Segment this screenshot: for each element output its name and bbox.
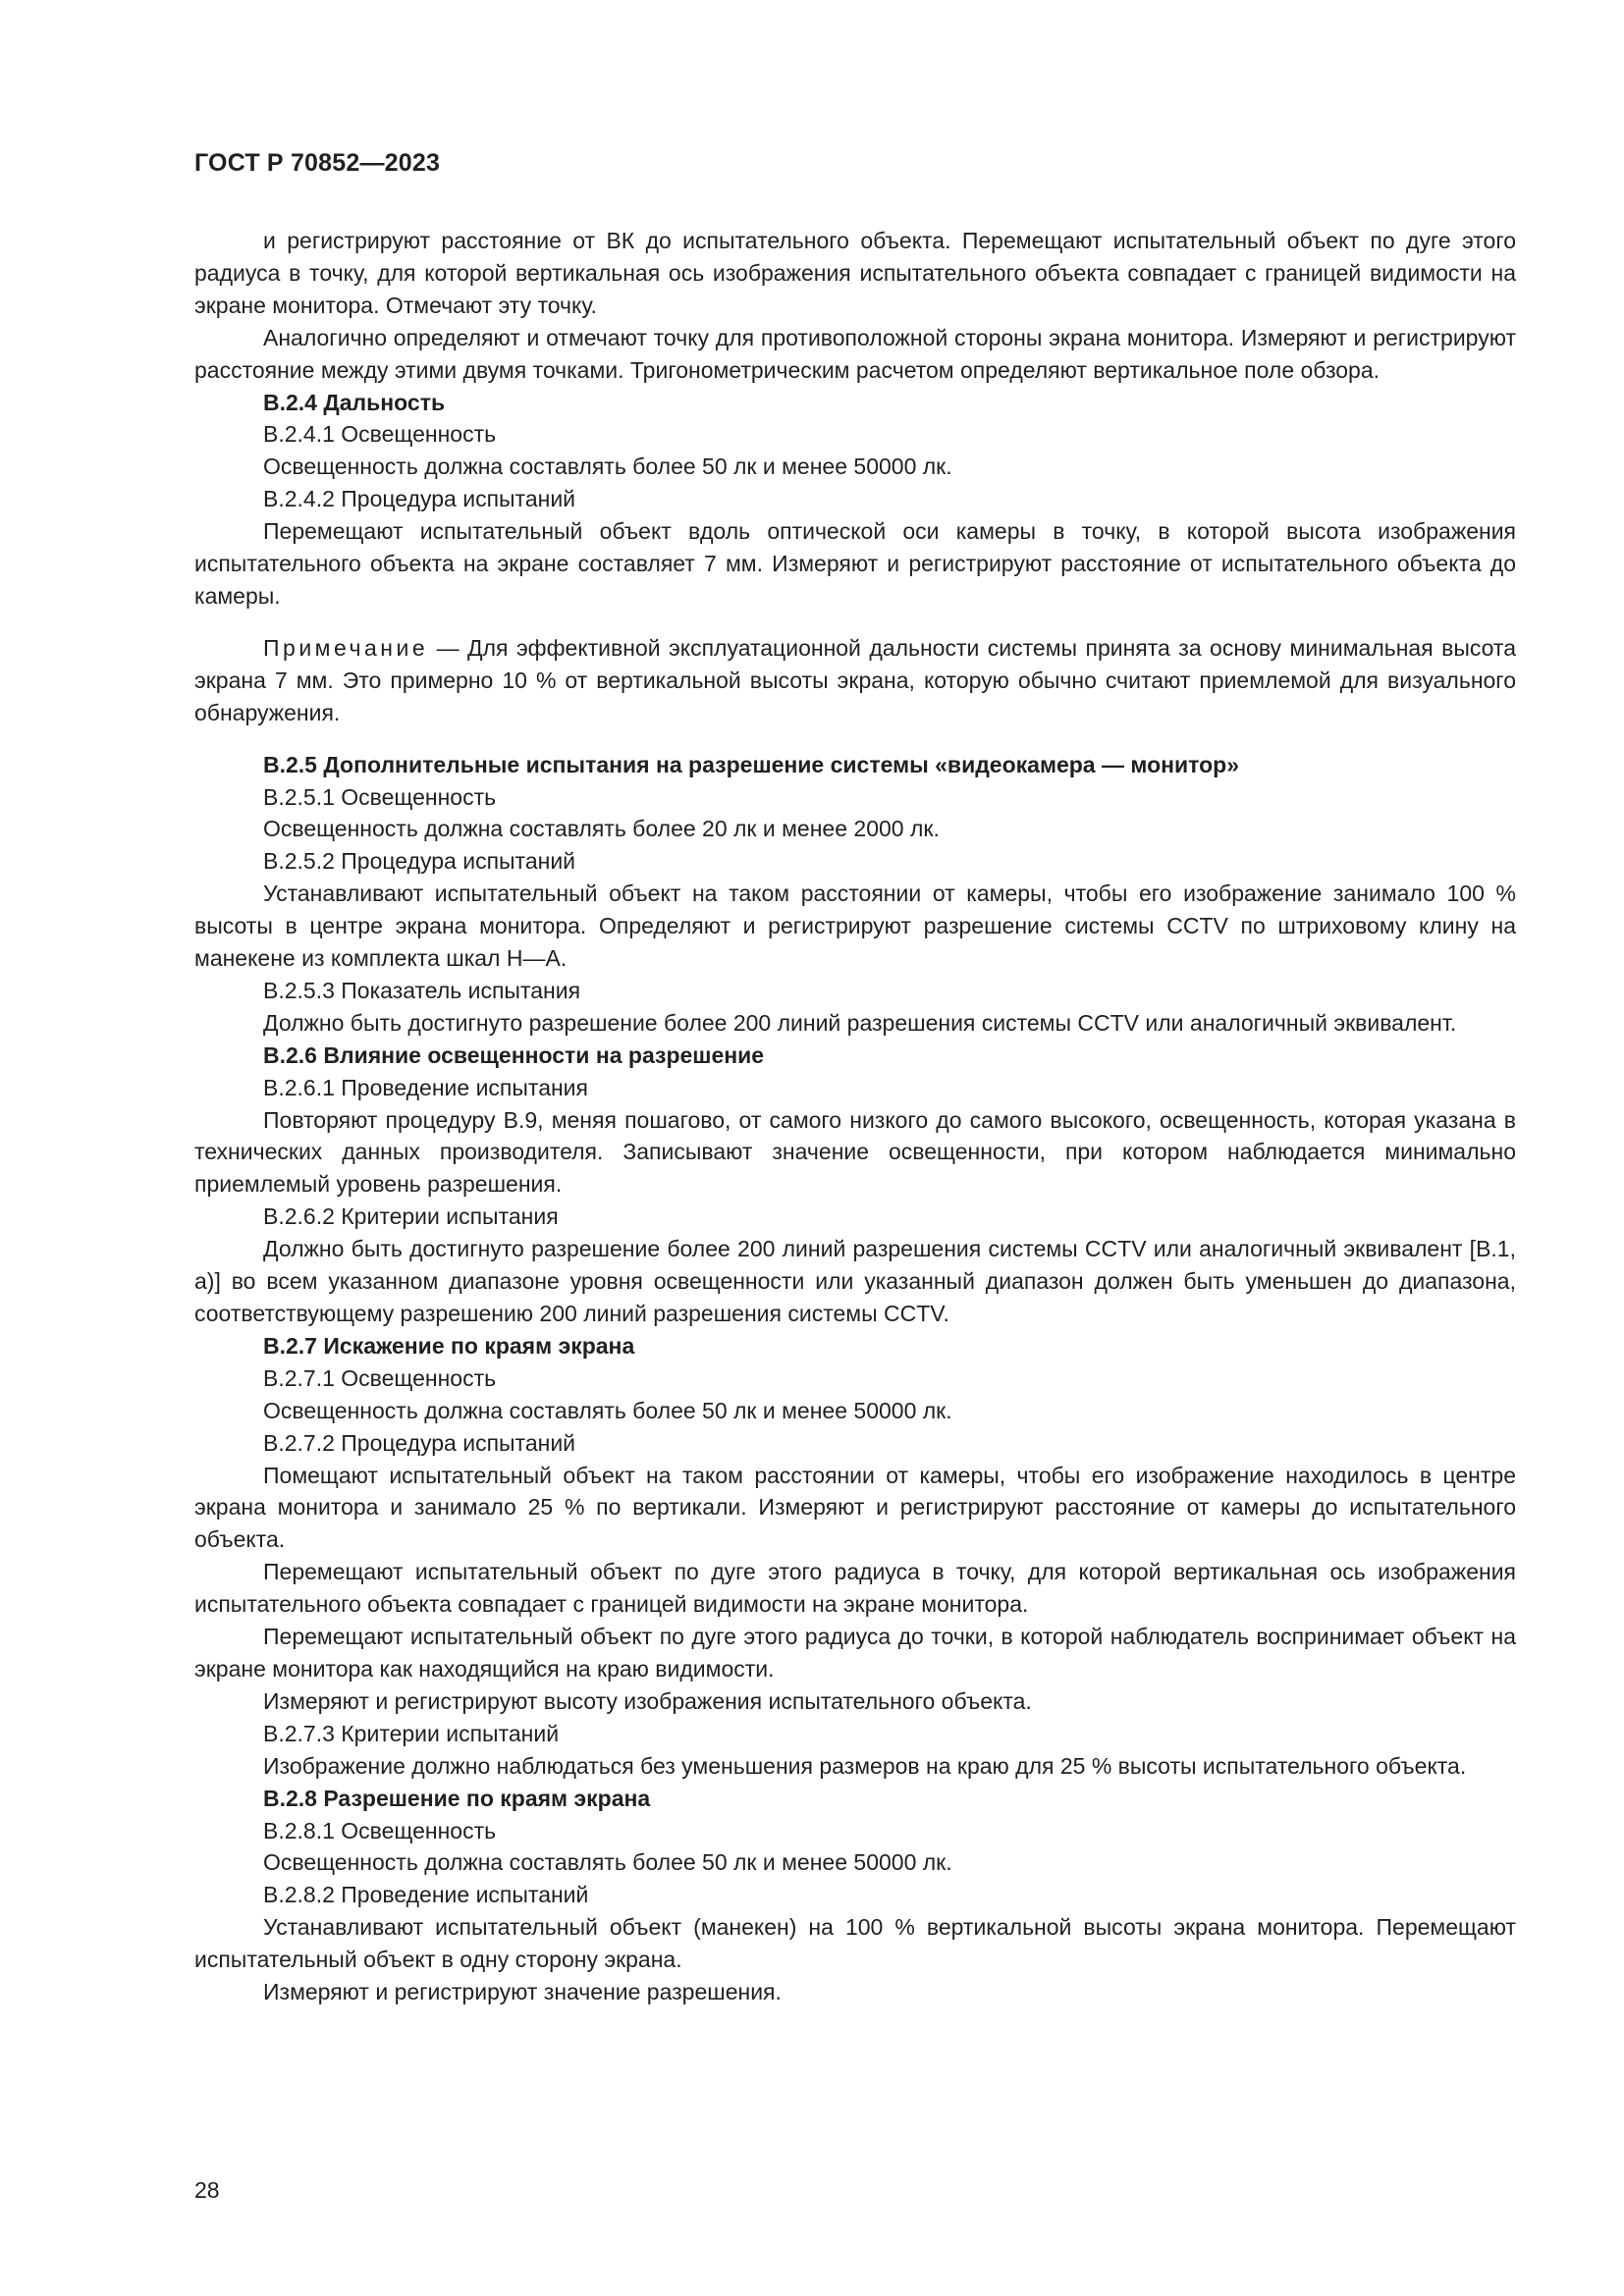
page-number: 28 (194, 2177, 220, 2203)
note-label: Примечание (263, 634, 429, 661)
body-paragraph: Измеряют и регистрируют высоту изображения испытательного объекта. (263, 1687, 1032, 1714)
subsection-line: Освещенность должна составлять более 50 лк и менее 50000 лк. (263, 454, 952, 480)
body-paragraph: Перемещают испытательный объект по дуге этого радиуса в точку, для которой вертикальная ось изображения испытательного объекта совпадает с границей видимости на экране монитора. (194, 1559, 1516, 1618)
body-paragraph: Перемещают испытательный объект вдоль оптической оси камеры в точку, в которой высота изображения испытательного объекта на экране составляет 7 мм. Измеряют и регистрируют расстояние от испытательного объекта до камеры. (194, 518, 1516, 609)
body-paragraph: Устанавливают испытательный объект (манекен) на 100 % вертикальной высоты экрана монитора. Перемещают испытательный объект в одну сторону экрана. (194, 1914, 1516, 1973)
body-paragraph: Перемещают испытательный объект по дуге этого радиуса до точки, в которой наблюдатель воспринимает объект на экране монитора как находящийся на краю видимости. (194, 1624, 1516, 1682)
subsection-line: В.2.8.2 Проведение испытаний (263, 1882, 589, 1908)
subsection-line: В.2.4.1 Освещенность (263, 421, 497, 448)
subsection-line: Освещенность должна составлять более 20 лк и менее 2000 лк. (263, 816, 940, 842)
body-paragraph: Аналогично определяют и отмечают точку для противоположной стороны экрана монитора. Измеряют и регистрируют расстояние между этими двумя точками. Тригонометрическим расчетом определяют вертикальное поле обзора. (194, 324, 1516, 383)
subsection-line: В.2.7.3 Критерии испытаний (263, 1720, 560, 1746)
body-paragraph: Должно быть достигнуто разрешение более 200 линий разрешения системы CCTV или аналогичный эквивалент. (263, 1009, 1457, 1036)
section-heading: В.2.4 Дальность (263, 389, 446, 415)
body-paragraph: Измеряют и регистрируют значение разрешения. (263, 1979, 782, 2005)
subsection-line: Освещенность должна составлять более 50 лк и менее 50000 лк. (263, 1397, 952, 1423)
document-header: ГОСТ Р 70852—2023 (194, 149, 441, 177)
body-paragraph: Должно быть достигнуто разрешение более 200 линий разрешения системы CCTV или аналогичный эквивалент [В.1, а)] во всем указанном диапазоне уровня освещенности или указанный диапазон должен быть уменьшен до диапазона, соответствующему разрешению 200 линий разрешения системы CCTV. (194, 1236, 1516, 1326)
body-paragraph: Изображение должно наблюдаться без уменьшения размеров на краю для 25 % высоты испытательного объекта. (263, 1752, 1467, 1779)
subsection-line: В.2.4.2 Процедура испытаний (263, 486, 576, 512)
section-heading: В.2.8 Разрешение по краям экрана (263, 1785, 651, 1811)
document-body (194, 225, 1516, 2008)
subsection-line: В.2.7.2 Процедура испытаний (263, 1429, 576, 1456)
note-text: — Для эффективной эксплуатационной дальности системы принята за основу минимальная высота экрана 7 мм. Это примерно 10 % от вертикальной высоты экрана, которую обычно считают приемлемой для визуального обнаружения. (194, 634, 1516, 725)
subsection-line: В.2.5.3 Показатель испытания (263, 977, 581, 1003)
section-heading: В.2.7 Искажение по краям экрана (263, 1332, 635, 1359)
subsection-line: В.2.6.1 Проведение испытания (263, 1074, 588, 1100)
section-heading: В.2.6 Влияние освещенности на разрешение (263, 1041, 765, 1068)
subsection-line: В.2.8.1 Освещенность (263, 1817, 497, 1843)
subsection-line: В.2.6.2 Критерии испытания (263, 1203, 559, 1230)
section-heading: В.2.5 Дополнительные испытания на разрешение системы «видеокамера — монитор» (263, 751, 1240, 777)
body-paragraph: и регистрируют расстояние от ВК до испытательного объекта. Перемещают испытательный объект по дуге этого радиуса в точку, для которой вертикальная ось изображения испытательного объекта совпадает с границей видимости на экране монитора. Отмечают эту точку. (194, 228, 1516, 318)
subsection-line: В.2.5.1 Освещенность (263, 783, 497, 810)
body-paragraph: Помещают испытательный объект на таком расстоянии от камеры, чтобы его изображение находилось в центре экрана монитора и занимало 25 % по вертикали. Измеряют и регистрируют расстояние от камеры до испытательного объекта. (194, 1462, 1516, 1553)
body-paragraph: Повторяют процедуру В.9, меняя пошагово, от самого низкого до самого высокого, освещенность, которая указана в технических данных производителя. Записывают значение освещенности, при котором наблюдается минимально приемлемый уровень разрешения. (194, 1106, 1516, 1198)
body-paragraph: Устанавливают испытательный объект на таком расстоянии от камеры, чтобы его изображение занимало 100 % высоты в центре экрана монитора. Определяют и регистрируют разрешение системы CCTV по штриховому клину на манекене из комплекта шкал Н—А. (194, 881, 1516, 972)
note-paragraph (194, 632, 1516, 729)
subsection-line: В.2.7.1 Освещенность (263, 1364, 497, 1391)
subsection-line: В.2.5.2 Процедура испытаний (263, 848, 576, 875)
subsection-line: Освещенность должна составлять более 50 лк и менее 50000 лк. (263, 1849, 952, 1876)
